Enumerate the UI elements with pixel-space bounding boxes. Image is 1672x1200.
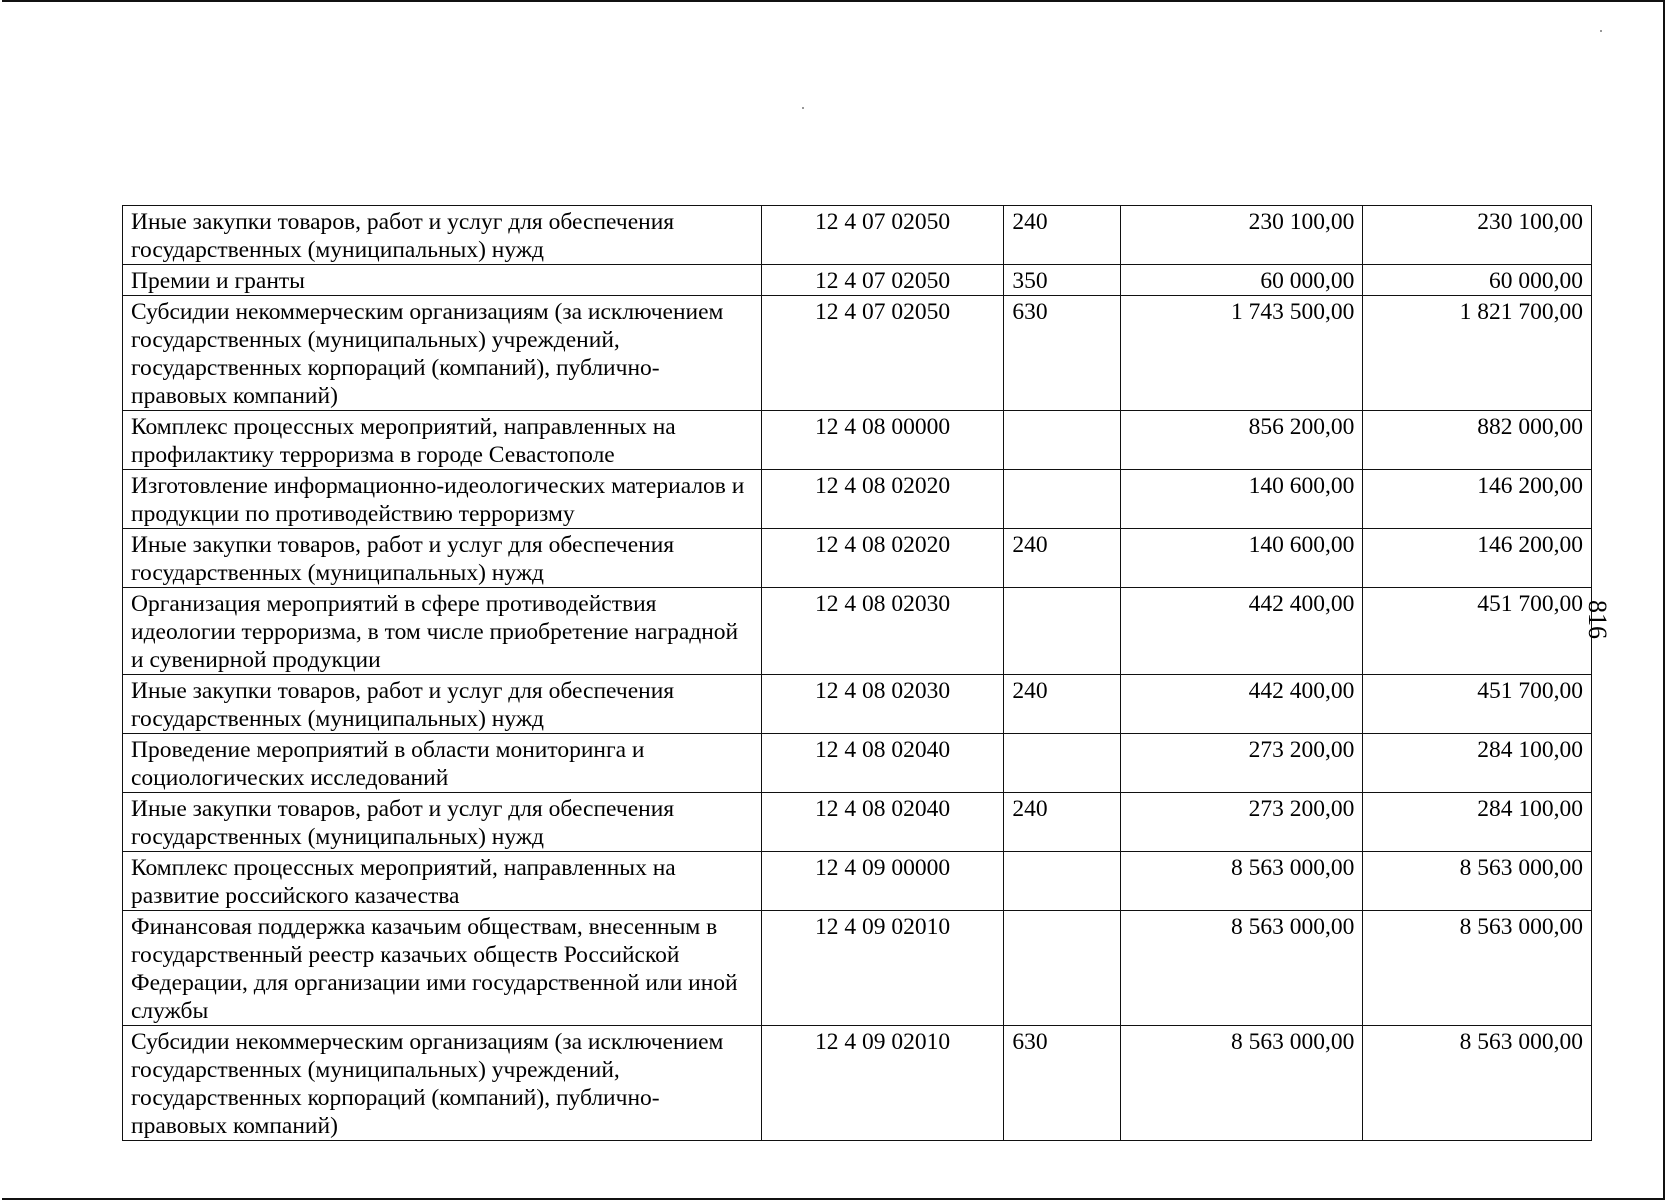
row-expense-type xyxy=(1004,588,1120,675)
row-name: Финансовая поддержка казачьим обществам, внесенным в государственный реестр казачьих обществ Российской Федерации, для организации ими государственной или иной службы xyxy=(123,911,762,1026)
row-sum-year-2: 284 100,00 xyxy=(1363,734,1592,793)
row-sum-year-1: 140 600,00 xyxy=(1120,470,1363,529)
row-expense-type: 630 xyxy=(1004,296,1120,411)
table-row xyxy=(123,675,1592,734)
row-code: 12 4 08 02030 xyxy=(761,675,1004,734)
row-sum-year-2: 1 821 700,00 xyxy=(1363,296,1592,411)
row-expense-type xyxy=(1004,852,1120,911)
row-name: Изготовление информационно-идеологических материалов и продукции по противодействию терроризму xyxy=(123,470,762,529)
table-row xyxy=(123,1026,1592,1141)
row-code: 12 4 07 02050 xyxy=(761,206,1004,265)
row-sum-year-1: 8 563 000,00 xyxy=(1120,1026,1363,1141)
row-sum-year-2: 882 000,00 xyxy=(1363,411,1592,470)
table-row xyxy=(123,296,1592,411)
row-code: 12 4 09 02010 xyxy=(761,1026,1004,1141)
row-sum-year-1: 856 200,00 xyxy=(1120,411,1363,470)
row-name: Проведение мероприятий в области мониторинга и социологических исследований xyxy=(123,734,762,793)
row-expense-type: 240 xyxy=(1004,529,1120,588)
row-name: Комплекс процессных мероприятий, направленных на развитие российского казачества xyxy=(123,852,762,911)
row-code: 12 4 08 02030 xyxy=(761,588,1004,675)
row-sum-year-1: 8 563 000,00 xyxy=(1120,911,1363,1026)
page-number: 816 xyxy=(1583,600,1612,639)
row-name: Премии и гранты xyxy=(123,265,762,296)
row-code: 12 4 08 00000 xyxy=(761,411,1004,470)
row-sum-year-1: 1 743 500,00 xyxy=(1120,296,1363,411)
row-sum-year-1: 273 200,00 xyxy=(1120,734,1363,793)
row-name: Комплекс процессных мероприятий, направленных на профилактику терроризма в городе Севастополе xyxy=(123,411,762,470)
row-expense-type xyxy=(1004,470,1120,529)
scan-speck xyxy=(1600,30,1602,32)
row-expense-type: 240 xyxy=(1004,675,1120,734)
row-expense-type: 240 xyxy=(1004,206,1120,265)
row-sum-year-2: 230 100,00 xyxy=(1363,206,1592,265)
row-sum-year-1: 442 400,00 xyxy=(1120,588,1363,675)
row-sum-year-2: 8 563 000,00 xyxy=(1363,911,1592,1026)
row-sum-year-2: 8 563 000,00 xyxy=(1363,1026,1592,1141)
row-name: Иные закупки товаров, работ и услуг для обеспечения государственных (муниципальных) нужд xyxy=(123,675,762,734)
row-name: Иные закупки товаров, работ и услуг для обеспечения государственных (муниципальных) нужд xyxy=(123,206,762,265)
row-sum-year-2: 284 100,00 xyxy=(1363,793,1592,852)
table-row xyxy=(123,734,1592,793)
row-code: 12 4 07 02050 xyxy=(761,296,1004,411)
row-sum-year-2: 451 700,00 xyxy=(1363,675,1592,734)
row-code: 12 4 08 02040 xyxy=(761,793,1004,852)
table-row xyxy=(123,852,1592,911)
row-name: Субсидии некоммерческим организациям (за исключением государственных (муниципальных) учреждений, государственных корпораций (компаний), публично-правовых компаний) xyxy=(123,296,762,411)
row-sum-year-2: 8 563 000,00 xyxy=(1363,852,1592,911)
row-expense-type: 240 xyxy=(1004,793,1120,852)
row-sum-year-1: 230 100,00 xyxy=(1120,206,1363,265)
row-name: Иные закупки товаров, работ и услуг для обеспечения государственных (муниципальных) нужд xyxy=(123,529,762,588)
table-row xyxy=(123,265,1592,296)
table-row xyxy=(123,411,1592,470)
row-sum-year-2: 146 200,00 xyxy=(1363,470,1592,529)
row-expense-type: 630 xyxy=(1004,1026,1120,1141)
row-code: 12 4 08 02040 xyxy=(761,734,1004,793)
table-row xyxy=(123,911,1592,1026)
row-expense-type: 350 xyxy=(1004,265,1120,296)
row-sum-year-2: 451 700,00 xyxy=(1363,588,1592,675)
table-row xyxy=(123,470,1592,529)
row-sum-year-2: 60 000,00 xyxy=(1363,265,1592,296)
row-code: 12 4 09 02010 xyxy=(761,911,1004,1026)
row-expense-type xyxy=(1004,734,1120,793)
row-sum-year-2: 146 200,00 xyxy=(1363,529,1592,588)
row-expense-type xyxy=(1004,911,1120,1026)
row-code: 12 4 08 02020 xyxy=(761,470,1004,529)
scan-speck xyxy=(802,107,804,109)
table-row xyxy=(123,529,1592,588)
table-row xyxy=(123,793,1592,852)
row-sum-year-1: 140 600,00 xyxy=(1120,529,1363,588)
row-sum-year-1: 442 400,00 xyxy=(1120,675,1363,734)
row-sum-year-1: 8 563 000,00 xyxy=(1120,852,1363,911)
row-name: Субсидии некоммерческим организациям (за исключением государственных (муниципальных) учреждений, государственных корпораций (компаний), публично-правовых компаний) xyxy=(123,1026,762,1141)
row-code: 12 4 07 02050 xyxy=(761,265,1004,296)
table-row xyxy=(123,206,1592,265)
row-code: 12 4 09 00000 xyxy=(761,852,1004,911)
row-code: 12 4 08 02020 xyxy=(761,529,1004,588)
row-sum-year-1: 60 000,00 xyxy=(1120,265,1363,296)
row-name: Иные закупки товаров, работ и услуг для обеспечения государственных (муниципальных) нужд xyxy=(123,793,762,852)
row-expense-type xyxy=(1004,411,1120,470)
row-name: Организация мероприятий в сфере противодействия идеологии терроризма, в том числе приобретение наградной и сувенирной продукции xyxy=(123,588,762,675)
row-sum-year-1: 273 200,00 xyxy=(1120,793,1363,852)
table-row xyxy=(123,588,1592,675)
budget-table xyxy=(122,205,1592,1141)
